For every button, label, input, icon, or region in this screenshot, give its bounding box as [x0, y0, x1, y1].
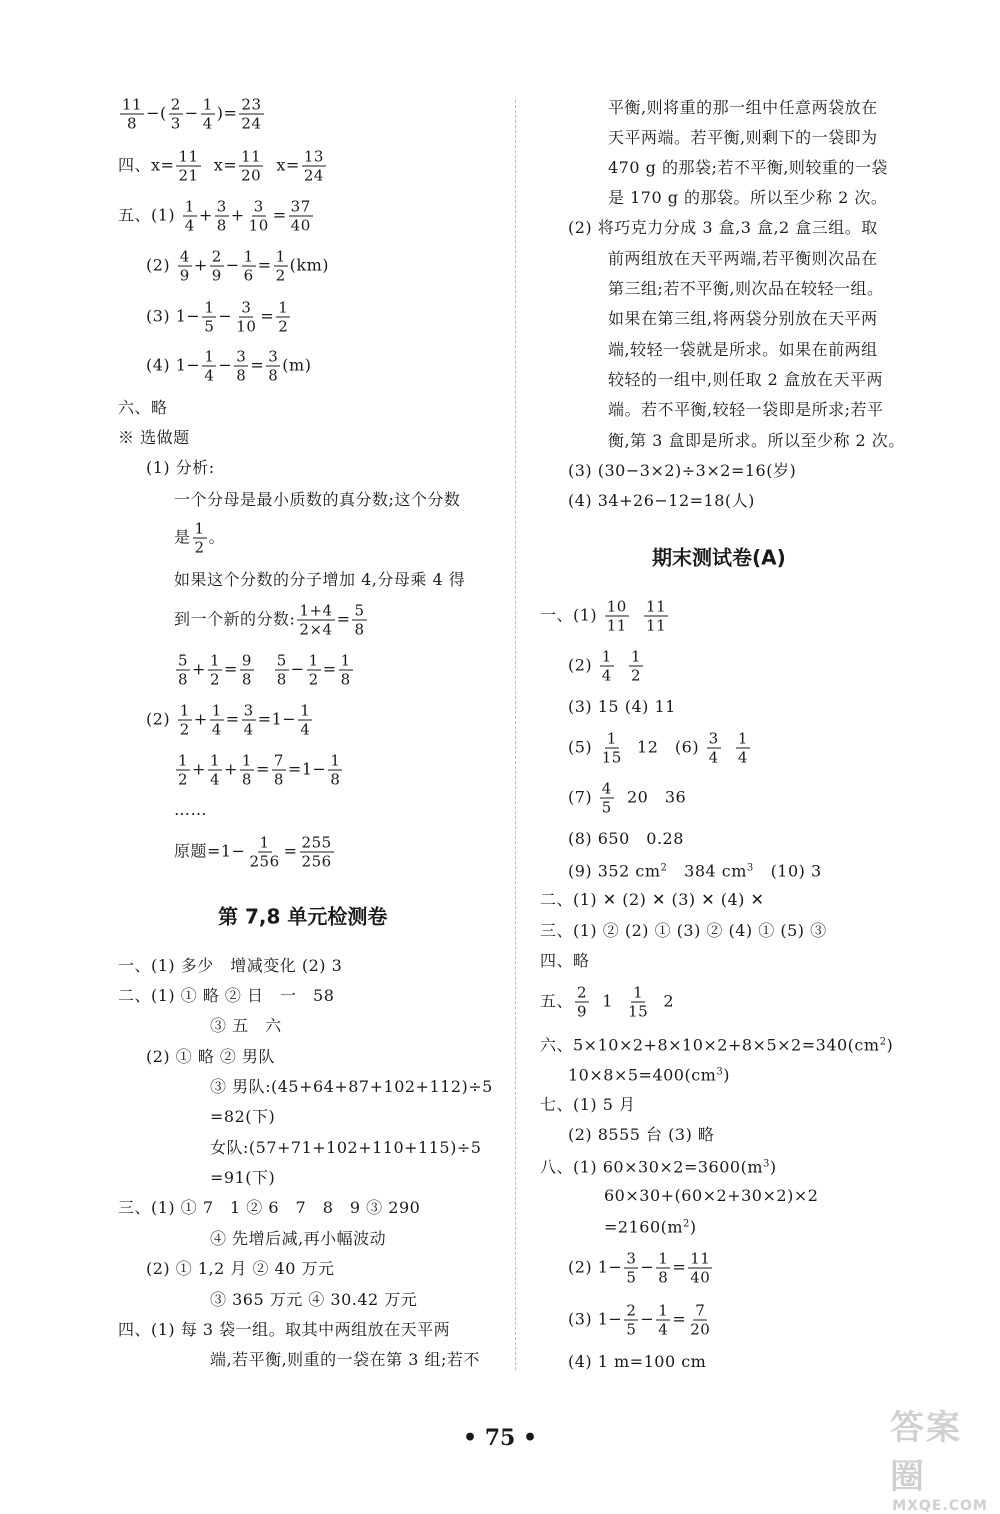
unit-answer-line: 三、(1) ① 7 1 ② 6 7 8 9 ③ 290 — [118, 1198, 421, 1217]
watermark-logo — [890, 1400, 990, 1514]
exam-answer-line: 六、$5\times 10\times 2+8\times 10\times 2+8\times 5\times 2=340(cm^2)$ — [540, 1035, 894, 1055]
analysis-text: 如果这个分数的分子增加 4,分母乘 4 得 — [174, 570, 466, 589]
original-answer: 原题=1− $\frac{1}{256}$ = $\frac{255}{256}$ — [174, 833, 332, 871]
unit-answer-line: 女队:(57+71+102+110+115)÷5 — [210, 1138, 482, 1157]
optional-title: ※ 选做题 — [118, 428, 190, 447]
exam-answer-line: 三、(1) ② (2) ① (3) ② (4) ① (5) ③ — [540, 921, 827, 940]
exam-answer-line: 八、(1) $60\times 30\times 2=3600(m^3)$ — [540, 1157, 777, 1177]
unit-answer-line: 二、(1) ① 略 ② 日 一 58 — [118, 986, 335, 1005]
unit-answer-line: ③ 五 六 — [210, 1016, 282, 1035]
exam-answer-line: 七、(1) 5 月 — [540, 1095, 636, 1114]
unit-test-title: 第 7,8 单元检测卷 — [218, 904, 388, 929]
exam-answer-line: (2) $\frac{1}{4}$ $\frac{1}{2}$ — [568, 647, 642, 685]
answer-line: 较轻的一组中,则任取 2 盒放在天平两 — [608, 370, 883, 389]
unit-answer-line: ④ 先增后减,再小幅波动 — [210, 1229, 387, 1248]
unit-answer-line: 一、(1) 多少 增减变化 (2) 3 — [118, 956, 343, 975]
exam-answer-line: (8) 650 0.28 — [568, 829, 684, 848]
watermark-text: 答案圈 — [890, 1408, 962, 1497]
page-number: • 75 • — [462, 1425, 538, 1451]
exam-answer-line: 60×30+(60×2+30×2)×2 — [604, 1186, 819, 1205]
exam-answer-line: (2) 8555 台 (3) 略 — [568, 1125, 715, 1144]
unit-answer-line: (2) ① 1,2 月 ② 40 万元 — [146, 1259, 335, 1278]
analysis-text: 到一个新的分数: $\frac{1+4}{2\times 4}$ = $\frac{5}{8}$ — [174, 601, 365, 639]
answer-line: 是 170 g 的那袋。所以至少称 2 次。 — [608, 188, 888, 207]
section-wu-2: (2) $\frac{4}{9}$ + $\frac{2}{9}$ − $\frac{1}{6}$ = $\frac{1}{2}$ (km) — [146, 247, 330, 285]
exam-answer-line: (9) 352 $cm^2$ 384 $cm^3$ (10) 3 — [568, 861, 822, 881]
analysis-text: 是 $\frac{1}{2}$ 。 — [174, 519, 226, 557]
exam-answer-line: (4) 1 m=100 cm — [568, 1352, 707, 1371]
unit-answer-line: (2) ① 略 ② 男队 — [146, 1047, 276, 1066]
exam-answer-line: (3) 1− $\frac{2}{5}$ − $\frac{1}{4}$ = $\frac{7}{20}$ — [568, 1301, 711, 1339]
exam-answer-line: (2) 1− $\frac{3}{5}$ − $\frac{1}{8}$ = $\frac{11}{40}$ — [568, 1249, 711, 1287]
analysis-text: 一个分母是最小质数的真分数;这个分数 — [174, 490, 461, 509]
exam-answer-line: $10\times 8\times 5=400(cm^3)$ — [568, 1065, 730, 1085]
answer-line: 平衡,则将重的那一组中任意两袋放在 — [608, 98, 878, 117]
exam-answer-line: $=2160(m^2)$ — [604, 1217, 697, 1237]
exam-answer-line: 一、(1) $\frac{10}{11}$ $\frac{11}{11}$ — [540, 597, 667, 635]
answer-line: (3) (30−3×2)÷3×2=16(岁) — [568, 461, 797, 480]
exam-answer-line: (7) $\frac{4}{5}$ 20 36 — [568, 779, 687, 817]
answer-line: 衡,第 3 盒即是所求。所以至少称 2 次。 — [608, 431, 905, 450]
fraction-equation: $\frac{11}{8}$ −( $\frac{2}{3}$ − $\frac{1}{4}$ )= $\frac{23}{24}$ — [122, 95, 262, 133]
q2-equation: $\frac{1}{2}$ + $\frac{1}{4}$ + $\frac{1}{8}$ = $\frac{7}{8}$ =1− $\frac{1}{8}$ — [178, 751, 341, 789]
final-exam-title: 期末测试卷(A) — [652, 545, 786, 570]
section-si: 四、x= $\frac{11}{21}$ x= $\frac{11}{20}$ x= $\frac{13}{24}$ — [118, 147, 324, 185]
ellipsis: …… — [174, 800, 207, 819]
answer-line: 前两组放在天平两端,若平衡则次品在 — [608, 249, 878, 268]
section-liu: 六、略 — [118, 398, 168, 417]
unit-answer-line: =91(下) — [210, 1168, 276, 1187]
answer-line: 如果在第三组,将两袋分别放在天平两 — [608, 309, 878, 328]
analysis-equation: $\frac{5}{8}$ + $\frac{1}{2}$ = $\frac{9}{8}$ $\frac{5}{8}$ − $\frac{1}{2}$ = $\frac{1}{8}$ — [178, 651, 351, 689]
answer-line: (4) 34+26−12=18(人) — [568, 491, 755, 510]
exam-answer-line: 二、(1) ✕ (2) ✕ (3) ✕ (4) ✕ — [540, 890, 765, 909]
analysis-label: (1) 分析: — [146, 458, 215, 477]
q2-equation: (2) $\frac{1}{2}$ + $\frac{1}{4}$ = $\frac{3}{4}$ =1− $\frac{1}{4}$ — [146, 701, 311, 739]
section-wu-3: (3) 1− $\frac{1}{5}$ − $\frac{3}{10}$ = $\frac{1}{2}$ — [146, 298, 289, 336]
unit-answer-line: =82(下) — [210, 1107, 276, 1126]
section-wu-1: 五、(1) $\frac{1}{4}$ + $\frac{3}{8}$ + $\frac{3}{10}$ = $\frac{37}{40}$ — [118, 197, 311, 235]
unit-answer-line: 四、(1) 每 3 袋一组。取其中两组放在天平两 — [118, 1320, 451, 1339]
exam-answer-line: (3) 15 (4) 11 — [568, 697, 676, 716]
unit-answer-line: ③ 男队:(45+64+87+102+112)÷5 — [210, 1077, 493, 1096]
answer-line: 端。若不平衡,较轻一袋即是所求;若平 — [608, 400, 884, 419]
answer-line: (2) 将巧克力分成 3 盒,3 盒,2 盒三组。取 — [568, 218, 878, 237]
answer-line: 470 g 的那袋;若不平衡,则较重的一袋 — [608, 158, 888, 177]
answer-line: 天平两端。若平衡,则剩下的一袋即为 — [608, 128, 878, 147]
column-divider — [515, 100, 516, 1370]
answer-line: 端,较轻一袋就是所求。如果在前两组 — [608, 340, 878, 359]
exam-answer-line: 四、略 — [540, 951, 590, 970]
exam-answer-line: (5) $\frac{1}{15}$ 12 (6) $\frac{3}{4}$ $\frac{1}{4}$ — [568, 729, 748, 767]
unit-answer-line: ③ 365 万元 ④ 30.42 万元 — [210, 1290, 418, 1309]
section-wu-4: (4) 1− $\frac{1}{4}$ − $\frac{3}{8}$ = $\frac{3}{8}$ (m) — [146, 347, 312, 385]
unit-answer-line: 端,若平衡,则重的一袋在第 3 组;若不 — [210, 1350, 480, 1369]
answer-line: 第三组;若不平衡,则次品在较轻一组。 — [608, 279, 884, 298]
watermark-url: MXQE.COM — [892, 1498, 988, 1514]
exam-answer-line: 五、 $\frac{2}{9}$ 1 $\frac{1}{15}$ 2 — [540, 983, 675, 1021]
